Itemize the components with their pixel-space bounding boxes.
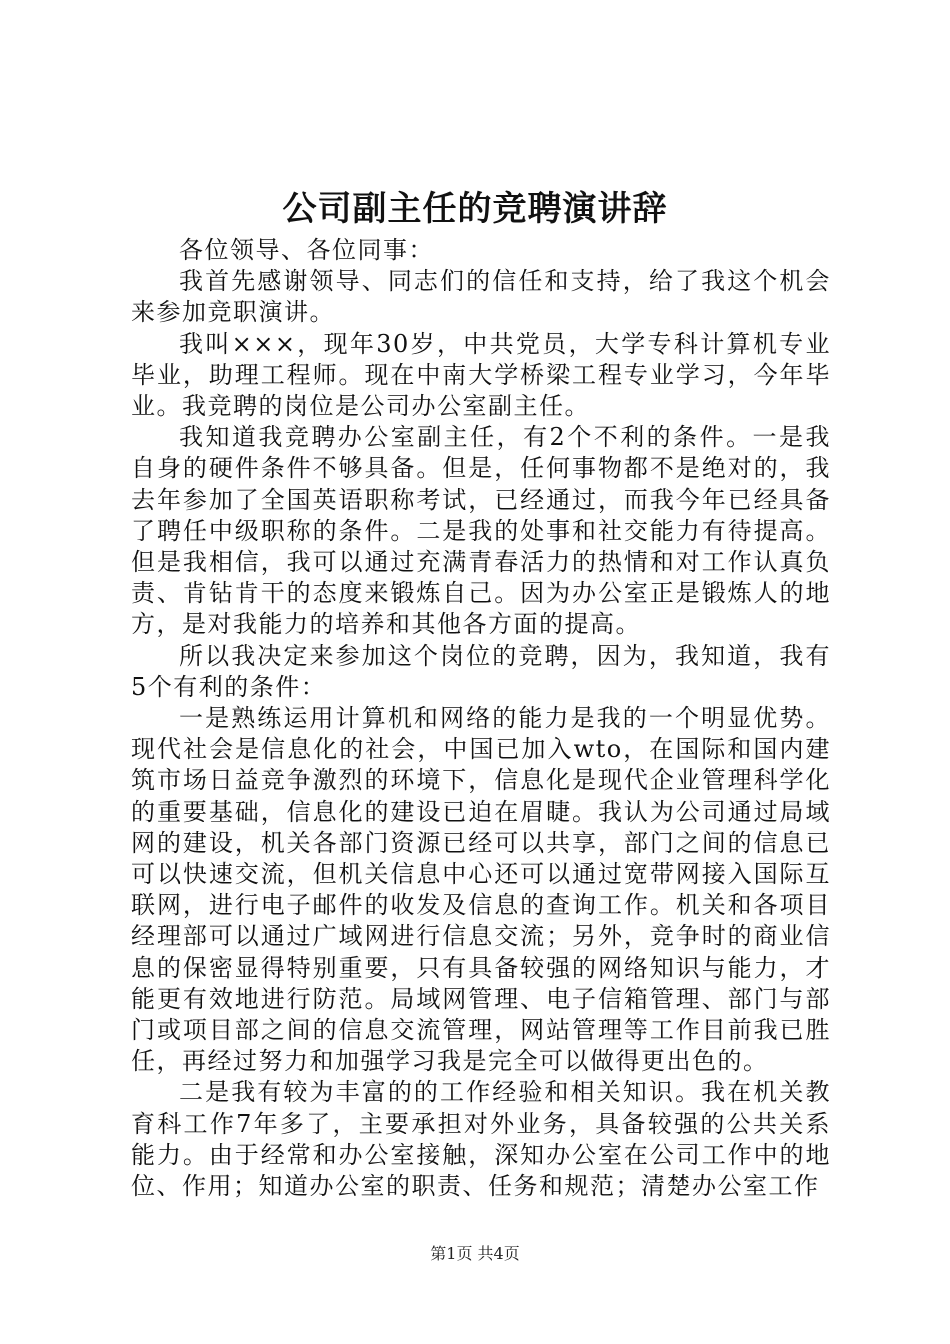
paragraph-advantage-two: 二是我有较为丰富的的工作经验和相关知识。我在机关教育科工作7年多了，主要承担对外业务，具备较强的公共关系能力。由于经常和办公室接触，深知办公室在公司工作中的地位、作用；知道办公室的职责、任务和规范；清楚办公室工作 <box>131 1078 831 1201</box>
document-title: 公司副主任的竞聘演讲辞 <box>282 189 668 229</box>
paragraph-thanks: 我首先感谢领导、同志们的信任和支持，给了我这个机会来参加竞职演讲。 <box>131 267 831 327</box>
page-footer: 第1页 共4页 <box>430 1244 520 1263</box>
paragraph-salutation: 各位领导、各位同事： <box>179 236 434 264</box>
paragraph-advantage-one: 一是熟练运用计算机和网络的能力是我的一个明显优势。现代社会是信息化的社会，中国已加入wto，在国际和国内建筑市场日益竞争激烈的环境下，信息化是现代企业管理科学化的重要基础，信息化的建设已迫在眉睫。我认为公司通过局域网的建设，机关各部门资源已经可以共享，部门之间的信息已可以快速交流，但机关信息中心还可以通过宽带网接入国际互联网，进行电子邮件的收发及信息的查询工作。机关和各项目经理部可以通过广域网进行信息交流；另外，竞争时的商业信息的保密显得特别重要，只有具备较强的网络知识与能力，才能更有效地进行防范。局域网管理、电子信箱管理、部门与部门或项目部之间的信息交流管理，网站管理等工作目前我已胜任，再经过努力和加强学习我是完全可以做得更出色的。 <box>131 704 831 1076</box>
paragraph-self-introduction: 我叫×××，现年30岁，中共党员，大学专科计算机专业毕业，助理工程师。现在中南大学桥梁工程专业学习，今年毕业。我竞聘的岗位是公司办公室副主任。 <box>131 329 831 421</box>
paragraph-disadvantages: 我知道我竞聘办公室副主任，有2个不利的条件。一是我自身的硬件条件不够具备。但是，任何事物都不是绝对的，我去年参加了全国英语职称考试，已经通过，而我今年已经具备了聘任中级职称的条件。二是我的处事和社交能力有待提高。但是我相信，我可以通过充满青春活力的热情和对工作认真负责、肯钻肯干的态度来锻炼自己。因为办公室正是锻炼人的地方，是对我能力的培养和其他各方面的提高。 <box>131 423 831 639</box>
document-body <box>131 235 831 1202</box>
paragraph-decision: 所以我决定来参加这个岗位的竞聘，因为，我知道，我有5个有利的条件： <box>131 641 831 701</box>
